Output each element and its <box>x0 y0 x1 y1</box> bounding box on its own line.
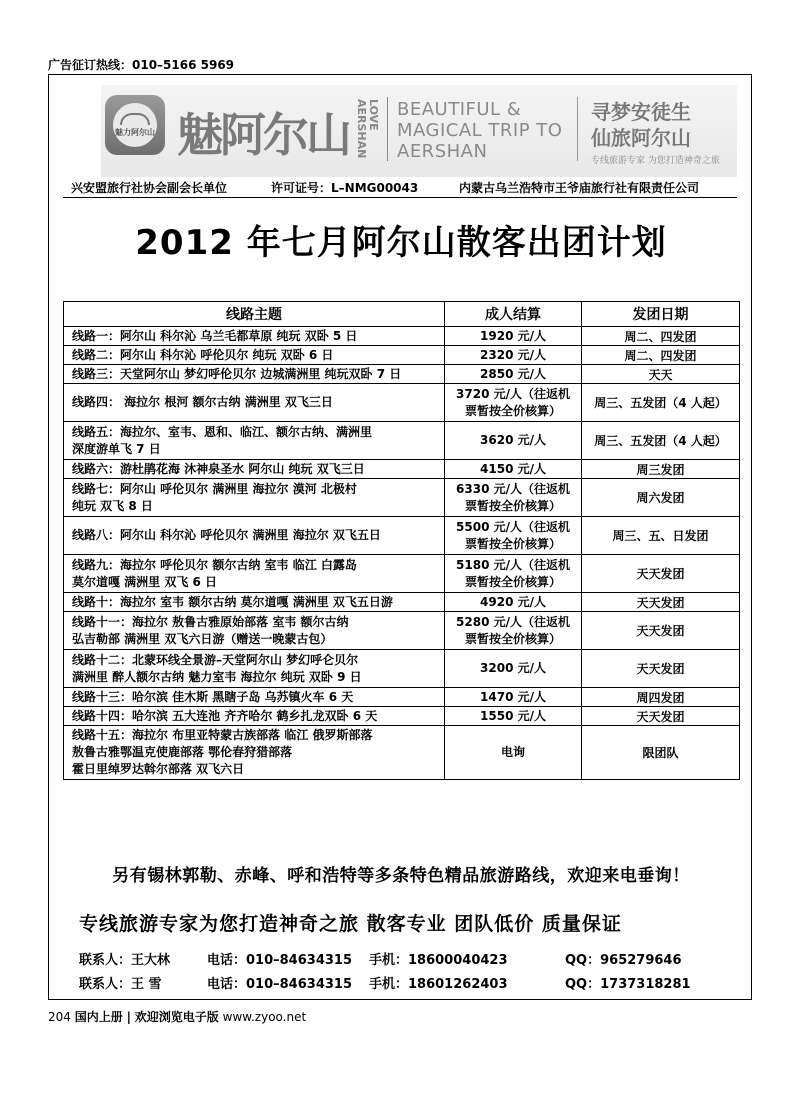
price-line: 票暂按全价核算） <box>464 498 561 513</box>
price-cell <box>445 327 582 346</box>
route-line: 线路一：阿尔山 科尔沁 乌兰毛都草原 纯玩 双卧 5 日 <box>72 328 358 343</box>
brand-logo <box>105 95 165 155</box>
slogan-subtitle: 专线旅游专家 为您打造神奇之旅 <box>591 156 720 166</box>
price-cell <box>445 384 582 422</box>
chinese-slogan <box>591 99 691 151</box>
table-row <box>64 555 740 593</box>
date-cell: 周二、四发团 <box>582 327 740 346</box>
price-cell <box>445 612 582 650</box>
header-route: 线路主题 <box>64 302 445 327</box>
price-cell <box>445 517 582 555</box>
route-cell <box>64 517 445 555</box>
price-cell <box>445 593 582 612</box>
date-cell: 周六发团 <box>582 479 740 517</box>
logo-text: 魅力阿尔山 <box>115 127 155 137</box>
price-line: 2850 元/人 <box>480 366 546 381</box>
header-price: 成人结算 <box>445 302 582 327</box>
contact-qq: QQ：965279646 <box>565 953 682 968</box>
route-line: 线路五：海拉尔、室韦、恩和、临江、额尔古纳、满洲里 <box>72 424 373 439</box>
date-cell: 天天发团 <box>582 650 740 688</box>
logo-wave-icon <box>113 103 157 147</box>
date-cell: 周三、五发团（4 人起） <box>582 422 740 460</box>
table-row <box>64 365 740 384</box>
page-frame <box>48 74 752 1000</box>
route-cell <box>64 346 445 365</box>
route-line: 纯玩 双飞 8 日 <box>72 498 153 513</box>
price-line: 2320 元/人 <box>480 347 546 362</box>
page-number: 204 <box>48 1010 71 1024</box>
contact-name: 联系人：王大林 <box>79 953 171 968</box>
contact-mobile: 手机：18600040423 <box>369 953 508 968</box>
route-line: 线路十三：哈尔滨 佳木斯 黑瞎子岛 乌苏镇火车 6 天 <box>72 689 354 704</box>
route-cell <box>64 707 445 726</box>
price-line: 5180 元/人（往返机 <box>456 557 570 572</box>
table-header-row <box>64 302 740 327</box>
route-line: 线路八：阿尔山 科尔沁 呼伦贝尔 满洲里 海拉尔 双飞五日 <box>72 528 381 542</box>
price-line: 票暂按全价核算） <box>464 536 561 551</box>
table-row <box>64 612 740 650</box>
route-line: 满洲里 醉人额尔古纳 魅力室韦 海拉尔 纯玩 双卧 9 日 <box>72 669 362 684</box>
table-row <box>64 327 740 346</box>
contact-phone: 电话：010–84634315 <box>207 977 352 992</box>
route-cell <box>64 555 445 593</box>
price-line: 3720 元/人（往返机 <box>456 386 570 401</box>
date-cell: 周三发团 <box>582 460 740 479</box>
footer-separator: | <box>126 1010 131 1024</box>
route-cell <box>64 422 445 460</box>
table-row <box>64 688 740 707</box>
route-line: 线路十二：北蒙环线全景游–天堂阿尔山 梦幻呼仑贝尔 <box>72 652 359 667</box>
page-title: 2012 年七月阿尔山散客出团计划 <box>135 223 667 263</box>
date-cell: 天天发团 <box>582 555 740 593</box>
price-cell <box>445 460 582 479</box>
price-cell <box>445 688 582 707</box>
price-line: 5280 元/人（往返机 <box>456 614 570 629</box>
table-row <box>64 650 740 688</box>
route-cell <box>64 460 445 479</box>
price-line: 票暂按全价核算） <box>464 403 561 418</box>
slogan-line: 寻梦安徒生 <box>591 100 691 124</box>
price-line: 票暂按全价核算） <box>464 631 561 646</box>
table-row <box>64 460 740 479</box>
table-row <box>64 726 740 780</box>
route-cell <box>64 726 445 780</box>
price-line: 3200 元/人 <box>480 661 546 675</box>
price-line: 4150 元/人 <box>480 461 546 476</box>
route-line: 线路十一：海拉尔 敖鲁古雅原始部落 室韦 额尔古纳 <box>72 614 349 629</box>
route-cell <box>64 612 445 650</box>
brand-mark: 魅阿尔山 <box>177 108 349 162</box>
route-cell <box>64 688 445 707</box>
date-cell: 限团队 <box>582 726 740 780</box>
route-line: 线路十四：哈尔滨 五大连池 齐齐哈尔 鹤乡扎龙双卧 6 天 <box>72 708 378 723</box>
date-cell: 天天发团 <box>582 593 740 612</box>
footer-text: 欢迎浏览电子版 <box>134 1010 219 1024</box>
date-cell: 周二、四发团 <box>582 346 740 365</box>
route-line: 线路二：阿尔山 科尔沁 呼伦贝尔 纯玩 双卧 6 日 <box>72 347 334 362</box>
english-line: MAGICAL TRIP TO <box>397 120 563 141</box>
table-row <box>64 707 740 726</box>
date-cell: 周三、五发团（4 人起） <box>582 384 740 422</box>
price-cell <box>445 555 582 593</box>
love-aershan-vertical: LOVE AERSHAN <box>355 99 380 159</box>
price-line: 6330 元/人（往返机 <box>456 481 570 496</box>
date-cell: 周三、五、日发团 <box>582 517 740 555</box>
price-line: 1470 元/人 <box>480 689 546 704</box>
price-line: 5500 元/人（往返机 <box>456 519 570 534</box>
price-line: 3620 元/人 <box>480 433 546 447</box>
route-line: 深度游单飞 7 日 <box>72 441 161 456</box>
route-line: 线路九：海拉尔 呼伦贝尔 额尔古纳 室韦 临江 白露岛 <box>72 557 357 572</box>
company-name: 内蒙古乌兰浩特市王爷庙旅行社有限责任公司 <box>459 181 700 195</box>
table-row <box>64 517 740 555</box>
brand-banner <box>101 85 737 177</box>
price-line: 4920 元/人 <box>480 594 546 609</box>
route-table <box>63 301 740 780</box>
date-cell: 天天发团 <box>582 612 740 650</box>
slogan-line: 仙旅阿尔山 <box>591 126 691 150</box>
route-line: 霍日里绰罗达斡尔部落 双飞六日 <box>72 762 245 776</box>
date-cell: 天天发团 <box>582 707 740 726</box>
price-cell <box>445 346 582 365</box>
header-date: 发团日期 <box>582 302 740 327</box>
contact-mobile: 手机：18601262403 <box>369 977 508 992</box>
info-divider <box>63 197 737 198</box>
price-cell <box>445 422 582 460</box>
contact-name: 联系人：王 雪 <box>79 977 162 992</box>
price-line: 票暂按全价核算） <box>464 574 561 589</box>
footer-url[interactable]: www.zyoo.net <box>222 1010 307 1024</box>
table-row <box>64 384 740 422</box>
english-line: BEAUTIFUL & <box>397 99 522 120</box>
route-line: 线路六：游杜鹃花海 沐神泉圣水 阿尔山 纯玩 双飞三日 <box>72 461 365 476</box>
route-cell <box>64 650 445 688</box>
ad-hotline: 广告征订热线：010–5166 5969 <box>48 58 235 72</box>
route-cell <box>64 479 445 517</box>
table-row <box>64 479 740 517</box>
table-row <box>64 593 740 612</box>
route-cell <box>64 365 445 384</box>
english-line: AERSHAN <box>397 141 488 162</box>
route-cell <box>64 327 445 346</box>
route-line: 弘吉勒部 满洲里 双飞六日游（赠送一晚蒙古包） <box>72 631 333 646</box>
route-line: 线路四： 海拉尔 根河 额尔古纳 满洲里 双飞三日 <box>72 395 333 409</box>
price-line: 电询 <box>500 745 525 759</box>
contact-qq: QQ：1737318281 <box>565 977 691 992</box>
license-number: 许可证号：L–NMG00043 <box>271 181 419 195</box>
route-cell <box>64 593 445 612</box>
association-title: 兴安盟旅行社协会副会长单位 <box>71 181 228 195</box>
price-cell <box>445 650 582 688</box>
route-line: 莫尔道嘎 满洲里 双飞 6 日 <box>72 574 218 589</box>
route-line: 线路十五：海拉尔 布里亚特蒙古族部落 临江 俄罗斯部落 <box>72 728 373 742</box>
price-cell <box>445 707 582 726</box>
more-routes-notice: 另有锡林郭勒、赤峰、呼和浩特等多条特色精品旅游路线，欢迎来电垂询！ <box>112 866 690 886</box>
banner-divider <box>387 97 388 161</box>
route-line: 敖鲁古雅鄂温克使鹿部落 鄂伦春狩猎部落 <box>72 745 293 759</box>
english-tagline <box>397 99 562 162</box>
price-cell <box>445 726 582 780</box>
date-cell: 天天 <box>582 365 740 384</box>
date-cell: 周四发团 <box>582 688 740 707</box>
page-footer <box>48 1008 306 1025</box>
price-cell <box>445 365 582 384</box>
route-cell <box>64 384 445 422</box>
service-slogan: 专线旅游专家为您打造神奇之旅 散客专业 团队低价 质量保证 <box>79 913 622 935</box>
route-line: 线路七：阿尔山 呼伦贝尔 满洲里 海拉尔 漠河 北极村 <box>72 481 357 496</box>
table-row <box>64 422 740 460</box>
contact-phone: 电话：010–84634315 <box>207 953 352 968</box>
price-line: 1920 元/人 <box>480 328 546 343</box>
section-name: 国内上册 <box>74 1010 123 1024</box>
banner-divider <box>577 97 578 161</box>
table-row <box>64 346 740 365</box>
price-line: 1550 元/人 <box>480 708 546 723</box>
price-cell <box>445 479 582 517</box>
route-line: 线路十：海拉尔 室韦 额尔古纳 莫尔道嘎 满洲里 双飞五日游 <box>72 594 393 609</box>
route-line: 线路三：天堂阿尔山 梦幻呼伦贝尔 边城满洲里 纯玩双卧 7 日 <box>72 366 402 381</box>
